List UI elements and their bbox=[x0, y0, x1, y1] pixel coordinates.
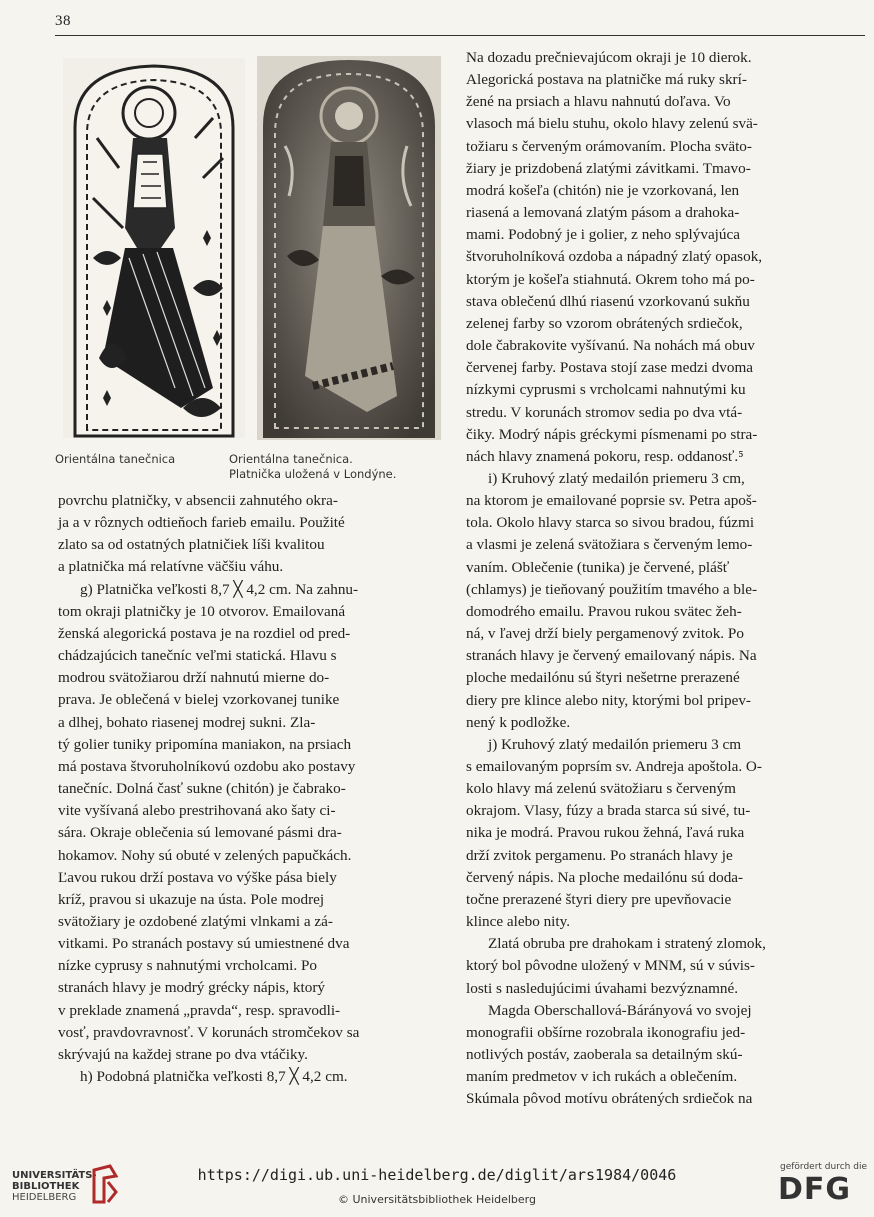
text-line: i) Kruhový zlatý medailón priemeru 3 cm, bbox=[488, 469, 745, 487]
text-line: hokamov. Nohy sú obuté v zelených papučkách. bbox=[58, 846, 352, 864]
figure-caption-2 bbox=[229, 452, 396, 482]
text-line: vitkami. Po stranách postavy sú umiestnené dva bbox=[58, 935, 350, 953]
text-line: domodrého emailu. Pravou rukou svätec žeh- bbox=[466, 602, 742, 620]
text-line: nika je modrá. Pravou rukou žehná, ľavá ruka bbox=[466, 824, 745, 842]
text-line: h) Podobná platnička veľkosti 8,7 ╳ 4,2 cm. bbox=[80, 1068, 348, 1086]
text-line: g) Platnička veľkosti 8,7 ╳ 4,2 cm. Na zahnu- bbox=[80, 580, 359, 598]
dancer-drawing-illustration bbox=[63, 58, 245, 438]
text-line: notlivých postáv, zaoberala sa detailným skú- bbox=[466, 1046, 743, 1064]
text-line: a dlhej, bohato riasenej modrej sukni. Zla- bbox=[58, 713, 316, 731]
text-line: prava. Je oblečená v bielej vzorkovanej tunike bbox=[58, 691, 340, 709]
university-line1: UNIVERSITÄTS- bbox=[12, 1170, 97, 1181]
university-line3: HEIDELBERG bbox=[12, 1192, 77, 1203]
university-line2: BIBLIOTHEK bbox=[12, 1181, 80, 1192]
text-line: svätožiary je ozdobené zlatými vlnkami a zá- bbox=[58, 912, 333, 930]
text-line: (chlamys) je tieňovaný použitím tmavého a ble- bbox=[466, 580, 758, 598]
text-line: vaním. Oblečenie (tunika) je červené, plášť bbox=[466, 558, 730, 576]
text-line: tý golier tuniky pripomína maniakon, na prsiach bbox=[58, 735, 352, 753]
text-line: diery pre klince alebo nity, ktorými bol pripev- bbox=[466, 691, 751, 709]
text-line: okrajom. Vlasy, fúzy a brada starca sú sivé, tu- bbox=[466, 802, 751, 820]
text-line: a platnička má relatívne väčšiu váhu. bbox=[58, 558, 284, 576]
text-line: zlato sa od ostatných platničiek líši kvalitou bbox=[58, 536, 325, 554]
text-line: tanečníc. Dolná časť sukne (chitón) je čabrako- bbox=[58, 780, 346, 798]
figure-caption-2-line1: Orientálna tanečnica. bbox=[229, 452, 353, 466]
text-line: Ľavou rukou drží postava vo výške pása biely bbox=[58, 868, 337, 886]
text-line: riasená a lemovaná zlatým pásom a drahoka- bbox=[466, 204, 740, 222]
text-line: dole čabrakovite vyšívanú. Na nohách má obuv bbox=[466, 337, 755, 355]
text-line: Magda Oberschallová-Bárányová vo svojej bbox=[488, 1001, 752, 1019]
text-line: stranách hlavy je modrý grécky nápis, ktorý bbox=[58, 979, 325, 997]
text-line: nách hlavy znamená pokoru, resp. oddanosť.⁵ bbox=[466, 447, 744, 465]
text-line: červenej farby. Postava stojí zase medzi dvoma bbox=[466, 359, 754, 377]
text-line: žené na prsiach a hlavu nahnutú doľava. Vo bbox=[466, 93, 731, 111]
text-line: na ktorom je emailované poprsie sv. Petra apoš- bbox=[466, 492, 757, 510]
text-line: monografii obšírne rozobrala ikonografiu jed- bbox=[466, 1023, 746, 1041]
text-line: štvoruholníková ozdoba a nápadný zlatý opasok, bbox=[466, 248, 763, 266]
plaque-photo-illustration bbox=[257, 56, 441, 440]
text-line: tola. Okolo hlavy starca so sivou bradou, fúzmi bbox=[466, 514, 755, 532]
text-line: tom okraji platničky je 10 otvorov. Emailovaná bbox=[58, 602, 346, 620]
text-line: vite vyšívaná alebo prestrihovaná ako šaty ci- bbox=[58, 802, 336, 820]
text-line: ná, v ľavej drží biely pergamenový zvitok. Po bbox=[466, 625, 744, 643]
text-line: stranách hlavy je červený emailovaný nápis. Na bbox=[466, 647, 757, 665]
text-line: nízkymi cyprusmi s vrcholcami nahnutými ku bbox=[466, 381, 746, 399]
text-line: ploche medailónu sú štyri nešetrne prerazené bbox=[466, 669, 740, 687]
text-line: Alegorická postava na platničke má ruky skrí- bbox=[466, 71, 747, 89]
text-line: vlasoch má bielu stuhu, okolo hlavy zelenú svä- bbox=[466, 115, 758, 133]
text-line: ktorým je košeľa stiahnutá. Okrem toho má po- bbox=[466, 270, 755, 288]
header-rule bbox=[55, 35, 865, 36]
text-line: nízke cyprusy s nahnutými vrcholcami. Po bbox=[58, 957, 317, 975]
text-line: stredu. V korunách stromov sedia po dva vtá- bbox=[466, 403, 743, 421]
text-line: tožiaru s červeným orámovaním. Plocha svätο- bbox=[466, 137, 752, 155]
text-line: kríž, pravou si ukazuje na ústa. Pole modrej bbox=[58, 890, 325, 908]
text-line: červený nápis. Na ploche medailónu sú doda- bbox=[466, 868, 744, 886]
text-line: ženská alegorická postava je na rozdiel od pred- bbox=[58, 624, 351, 642]
footer-url-link[interactable]: https://digi.ub.uni-heidelberg.de/diglit/ars1984/0046 bbox=[197, 1166, 677, 1184]
text-line: skrývajú na každej strane po dva vtáčiky. bbox=[58, 1045, 308, 1063]
text-line: mami. Podobný je i golier, z neho splývajúca bbox=[466, 226, 740, 244]
dfg-funding-label: gefördert durch die bbox=[780, 1162, 867, 1172]
text-line: sára. Okraje oblečenia sú lemované pásmi dra- bbox=[58, 824, 342, 842]
left-text-column bbox=[58, 490, 446, 1088]
text-line: modrá košeľa (chitón) nie je vzorkovaná, len bbox=[466, 181, 740, 199]
text-line: drží zvitok pergamenu. Po stranách hlavy je bbox=[466, 846, 733, 864]
text-line: Skúmala pôvod motívu obrátených srdiečok na bbox=[466, 1090, 753, 1108]
text-line: losti s nasledujúcimi úvahami bezvýznamné. bbox=[466, 979, 739, 997]
figure-caption-2-line2: Platnička uložená v Londýne. bbox=[229, 467, 397, 481]
text-line: j) Kruhový zlatý medailón priemeru 3 cm bbox=[488, 735, 742, 753]
text-line: žiary je prizdobená zlatými závitkami. Tmavo- bbox=[466, 159, 751, 177]
text-line: čiky. Modrý nápis gréckymi písmenami po stra- bbox=[466, 425, 758, 443]
text-line: ja a v rôznych odtieňoch farieb emailu. Použité bbox=[58, 514, 345, 532]
text-line: Na dozadu prečnievajúcom okraji je 10 dierok. bbox=[466, 49, 752, 66]
text-line: s emailovaným poprsím sv. Andreja apoštola. O- bbox=[466, 758, 762, 775]
footer-copyright: © Universitätsbibliothek Heidelberg bbox=[337, 1193, 536, 1206]
figure-caption-1 bbox=[55, 452, 175, 467]
text-line: točne prerazené štyri diery pre upevňovacie bbox=[466, 890, 732, 908]
text-line: ktorý bol pôvodne uložený v MNM, sú v súvis- bbox=[466, 957, 755, 975]
text-line: Zlatá obruba pre drahokam i stratený zlomok, bbox=[488, 935, 766, 953]
text-line: vosť, pravdovravnosť. V korunách stromčekov sa bbox=[58, 1023, 360, 1041]
figure-plaque-photo bbox=[257, 56, 441, 440]
text-line: klince alebo nity. bbox=[466, 913, 571, 931]
text-line: modrou svätožiarou drží nahnutú mierne do- bbox=[58, 669, 330, 687]
page-number: 38 bbox=[55, 13, 71, 29]
text-line: v preklade znamená „pravda“, resp. spravodli- bbox=[58, 1001, 341, 1019]
text-line: stava oblečenú dlhú riasenú vzorkovanú sukňu bbox=[466, 292, 750, 310]
text-line: a vlasmi je zelená svätožiara s červeným lemo- bbox=[466, 536, 753, 554]
text-line: nený k podložke. bbox=[466, 713, 571, 731]
text-line: má postava štvoruholníkovú ozdobu ako postavy bbox=[58, 757, 356, 775]
right-text-column bbox=[466, 47, 854, 1111]
text-line: kolo hlavy má zelenú svätožiaru s červeným bbox=[466, 780, 736, 798]
text-line: maním predmetov v ich rukách a oblečením. bbox=[466, 1068, 738, 1086]
dfg-logo: DFG bbox=[778, 1172, 852, 1207]
text-line: chádzajúcich tanečníc veľmi statická. Hlavu s bbox=[58, 647, 337, 665]
figure-dancer-drawing bbox=[63, 58, 245, 438]
text-line: povrchu platničky, v absencii zahnutého okra- bbox=[58, 492, 338, 509]
figure-caption-1-line1: Orientálna tanečnica bbox=[55, 452, 176, 466]
text-line: zelenej farby so vzorom obrátených srdiečok, bbox=[466, 314, 743, 332]
